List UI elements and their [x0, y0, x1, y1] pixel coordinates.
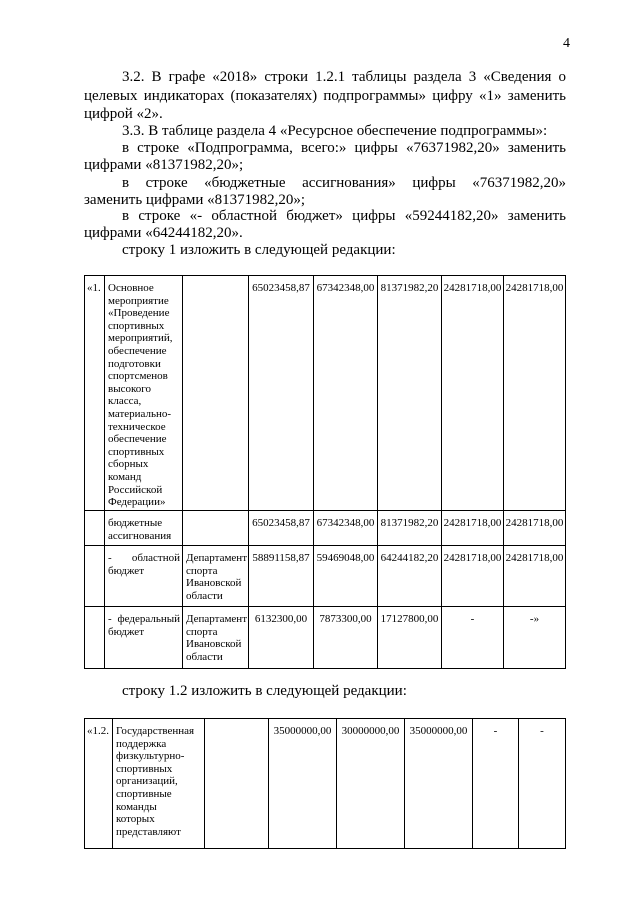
value-cell: 17127800,00 — [378, 607, 442, 669]
value-cell: 81371982,20 — [378, 276, 442, 511]
value-cell: 65023458,87 — [249, 511, 314, 546]
value-cell: 64244182,20 — [378, 546, 442, 607]
value-cell: 67342348,00 — [314, 276, 378, 511]
value-cell: 24281718,00 — [442, 511, 504, 546]
value-cell: 35000000,00 — [405, 719, 473, 849]
text-line: в строке «- областной бюджет» цифры «59244182,20» заменить — [122, 208, 566, 224]
executor-cell — [183, 511, 249, 546]
resource-table-row-1-2 — [84, 718, 566, 849]
text-line: строку 1 изложить в следующей редакции: — [122, 242, 396, 258]
text-line: 3.3. В таблице раздела 4 «Ресурсное обеспечение подпрограммы»: — [122, 123, 548, 139]
resource-table-row-1 — [84, 275, 566, 669]
table-row — [85, 511, 566, 546]
value-cell: 65023458,87 — [249, 276, 314, 511]
value-cell: 30000000,00 — [337, 719, 405, 849]
value-cell: -» — [504, 607, 566, 669]
value-cell: 67342348,00 — [314, 511, 378, 546]
value-cell: 7873300,00 — [314, 607, 378, 669]
table-row — [85, 546, 566, 607]
value-cell: 24281718,00 — [442, 276, 504, 511]
row-number — [85, 607, 105, 669]
value-cell: 59469048,00 — [314, 546, 378, 607]
text-line: в строке «Подпрограмма, всего:» цифры «76371982,20» заменить — [122, 140, 566, 156]
value-cell: 35000000,00 — [269, 719, 337, 849]
value-cell: - — [442, 607, 504, 669]
row-number: «1.2. — [85, 719, 113, 849]
value-cell: 24281718,00 — [504, 276, 566, 511]
text-line: цифрой «2». — [84, 106, 163, 122]
executor-cell — [205, 719, 269, 849]
value-cell: 24281718,00 — [504, 546, 566, 607]
text-line: в строке «бюджетные ассигнования» цифры «76371982,20» — [122, 175, 566, 191]
value-cell: 58891158,87 — [249, 546, 314, 607]
table-row — [85, 607, 566, 669]
row-title: - федеральный бюджет — [105, 607, 183, 669]
text-line: целевых индикаторах (показателях) подпрограммы» цифру «1» заменить — [84, 88, 566, 104]
row-title: - областной бюджет — [105, 546, 183, 607]
row-number — [85, 546, 105, 607]
table-row — [85, 719, 566, 849]
executor-cell: Департамент спорта Ивановской области — [183, 607, 249, 669]
value-cell: 24281718,00 — [442, 546, 504, 607]
executor-cell — [183, 276, 249, 511]
row-number — [85, 511, 105, 546]
value-cell: 24281718,00 — [504, 511, 566, 546]
text-line: строку 1.2 изложить в следующей редакции: — [122, 683, 407, 699]
row-title: бюджетные ассигнования — [105, 511, 183, 546]
text-line: цифрами «64244182,20». — [84, 225, 243, 241]
table-row — [85, 276, 566, 511]
row-title: Основное мероприятие «Проведение спортивных мероприятий, обеспечение подготовки спортсменов высокого класса, материально- техническое обеспечение спортивных сборных команд Российской Федерации» — [105, 276, 183, 511]
text-line: цифрами «81371982,20»; — [84, 157, 244, 173]
text-line: заменить цифрами «81371982,20»; — [84, 192, 306, 208]
row-title: Государственная поддержка физкультурно- спортивных организаций, спортивные команды которых представляют — [113, 719, 205, 849]
row-number: «1. — [85, 276, 105, 511]
value-cell: - — [473, 719, 519, 849]
page-number: 4 — [563, 36, 570, 51]
executor-cell: Департамент спорта Ивановской области — [183, 546, 249, 607]
text-line: 3.2. В графе «2018» строки 1.2.1 таблицы раздела 3 «Сведения о — [122, 69, 566, 85]
value-cell: 6132300,00 — [249, 607, 314, 669]
value-cell: 81371982,20 — [378, 511, 442, 546]
value-cell: - — [519, 719, 566, 849]
